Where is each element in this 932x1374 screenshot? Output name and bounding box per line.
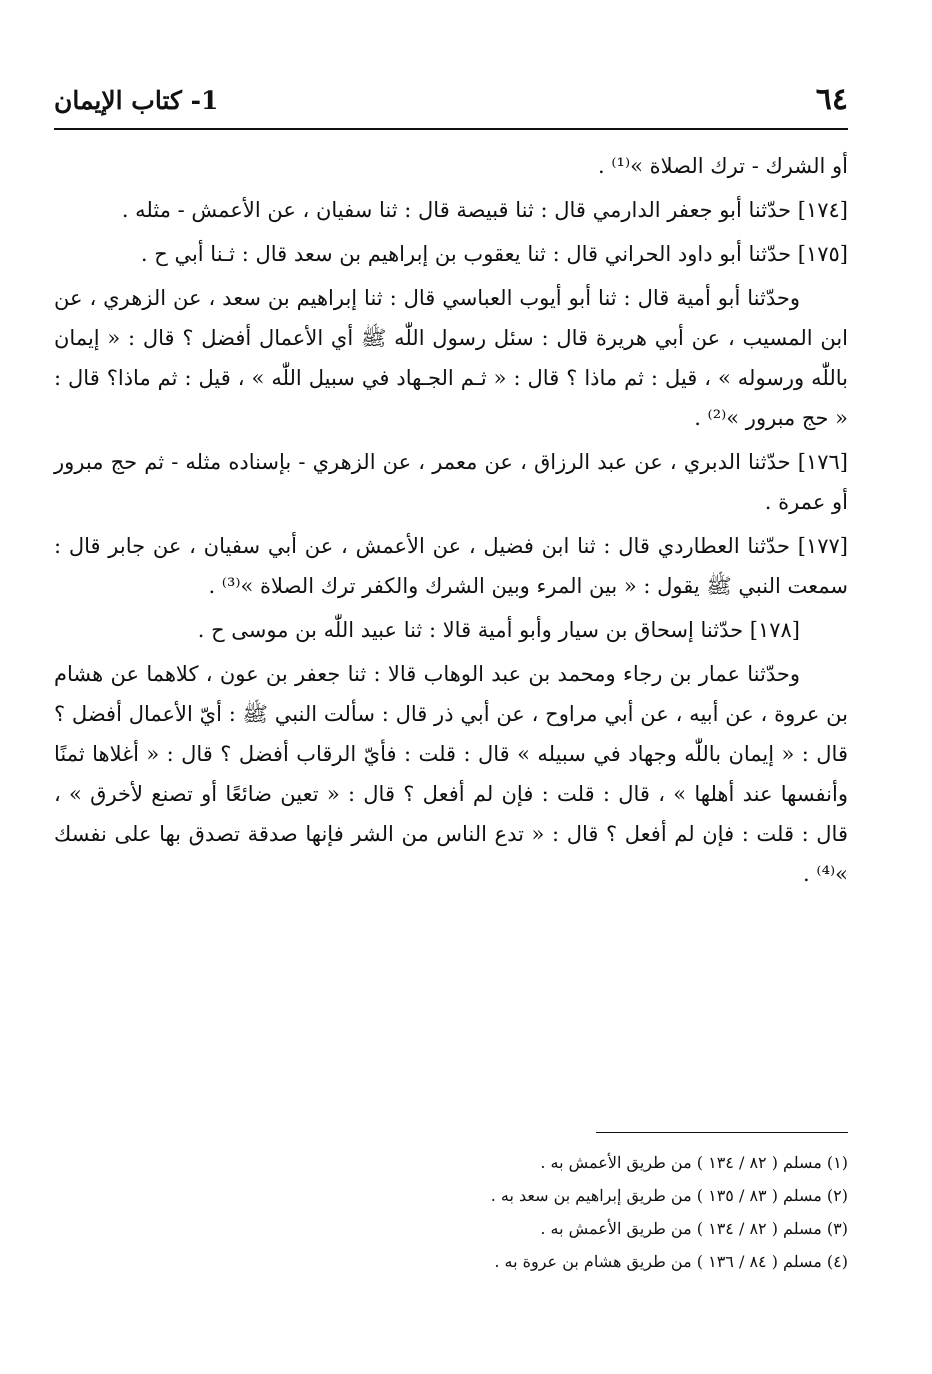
paragraph: وحدّثنا أبو أمية قال : ثنا أبو أيوب العباسي قال : ثنا إبراهيم بن سعد ، عن الزهري ، عن ابن المسيب ، عن أبي هريرة قال : سئل رسول اللّٰه ﷺ أي الأعمال أفضل ؟ قال : « إيمان باللّٰه ورسوله » ، قيل : ثم ماذا ؟ قال : « ثـم الجـهاد في سبيل اللّٰه » ، قيل : ثم ماذا؟ قال : « حج مبرور »⁽²⁾ . <box>54 286 848 430</box>
footnote: (٤) مسلم ( ٨٤ / ١٣٦ ) من طريق هشام بن عروة به . <box>494 1252 848 1271</box>
footnote: (٢) مسلم ( ٨٣ / ١٣٥ ) من طريق إبراهيم بن سعد به . <box>490 1186 848 1205</box>
paragraph: [١٧٨] حدّثنا إسحاق بن سيار وأبو أمية قالا : ثنا عبيد اللّٰه بن موسى ح . <box>197 618 800 642</box>
book-page <box>54 0 848 1374</box>
page-number: ٦٤ <box>815 82 848 117</box>
footnote-rule <box>596 1132 848 1133</box>
paragraph: [١٧٤] حدّثنا أبو جعفر الدارمي قال : ثنا قبيصة قال : ثنا سفيان ، عن الأعمش - مثله . <box>121 198 848 222</box>
paragraph: [١٧٦] حدّثنا الدبري ، عن عبد الرزاق ، عن معمر ، عن الزهري - بإسناده مثله - ثم حج مبرور أو عمرة . <box>54 450 848 514</box>
header-rule <box>54 128 848 130</box>
main-text <box>54 146 848 898</box>
paragraph: [١٧٥] حدّثنا أبو داود الحراني قال : ثنا يعقوب بن إبراهيم بن سعد قال : ثـنا أبي ح . <box>140 242 848 266</box>
paragraph: [١٧٧] حدّثنا العطاردي قال : ثنا ابن فضيل ، عن الأعمش ، عن أبي سفيان ، عن جابر قال : سمعت النبي ﷺ يقول : « بين المرء وبين الشرك والكفر ترك الصلاة »⁽³⁾ . <box>54 534 848 598</box>
footnotes <box>54 1146 848 1278</box>
paragraph: وحدّثنا عمار بن رجاء ومحمد بن عبد الوهاب قالا : ثنا جعفر بن عون ، كلاهما عن هشام بن عروة ، عن أبيه ، عن أبي مراوح ، عن أبي ذر قال : سألت النبي ﷺ : أيّ الأعمال أفضل ؟ قال : « إيمان باللّٰه وجهاد في سبيله » قال : قلت : فأيّ الرقاب أفضل ؟ قال : « أغلاها ثمنًا وأنفسها عند أهلها » ، قال : قلت : فإن لم أفعل ؟ قال : « تعين ضائعًا أو تصنع لأخرق » ، قال : قلت : فإن لم أفعل ؟ قال : « تدع الناس من الشر فإنها صدقة تصدق بها على نفسك »⁽⁴⁾ . <box>54 662 848 886</box>
footnote: (٣) مسلم ( ٨٢ / ١٣٤ ) من طريق الأعمش به . <box>540 1219 848 1238</box>
chapter-title: 1- كتاب الإيمان <box>54 86 219 115</box>
paragraph: أو الشرك - ترك الصلاة »⁽¹⁾ . <box>598 154 848 178</box>
footnote: (١) مسلم ( ٨٢ / ١٣٤ ) من طريق الأعمش به . <box>540 1153 848 1172</box>
page-header <box>54 82 848 126</box>
